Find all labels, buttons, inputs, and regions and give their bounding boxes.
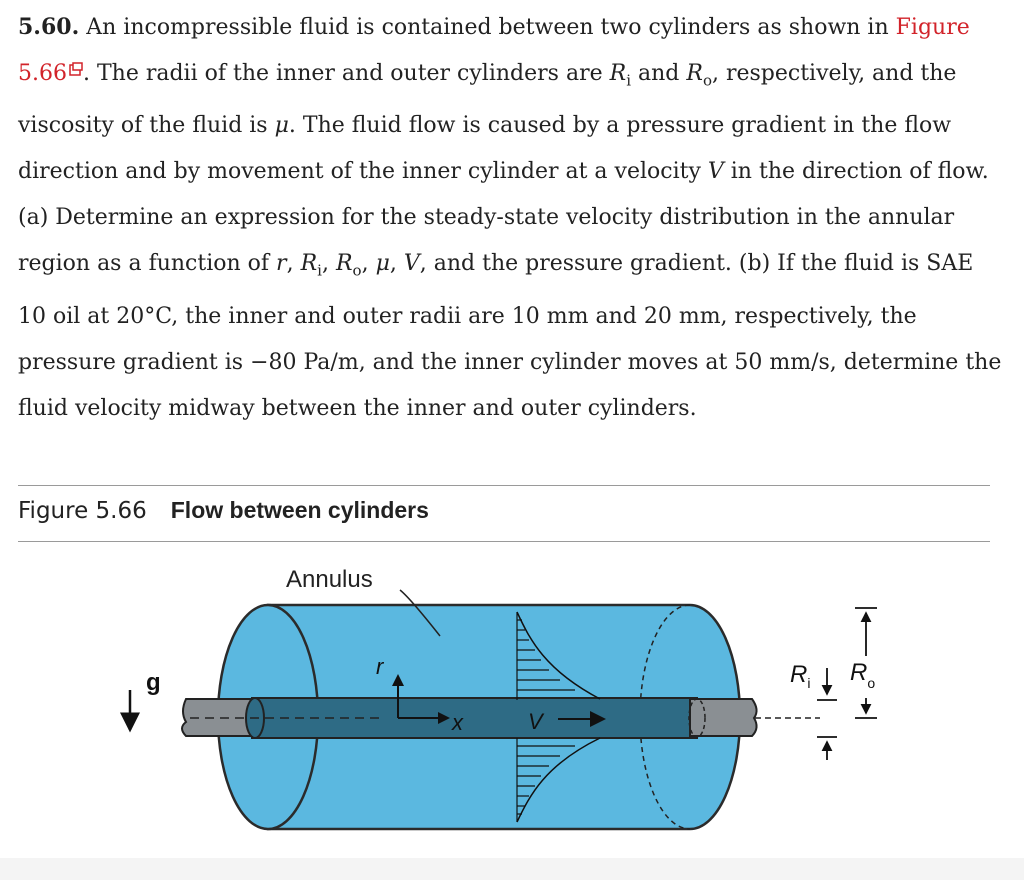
problem-text: , — [389, 251, 404, 277]
problem-text: , respectively, and the viscosity of the fluid is — [18, 61, 957, 139]
problem-text: , — [361, 251, 376, 277]
figure-title: Flow between cylinders — [170, 497, 429, 523]
problem-text: , — [286, 251, 301, 277]
problem-text: , — [321, 251, 336, 277]
symbol-Ri-2: $R_i$ — [300, 251, 322, 280]
figure-link[interactable]: Figure 5.66 — [18, 15, 970, 86]
gravity-label: g — [146, 669, 161, 696]
velocity-label: V — [528, 709, 543, 734]
rod-right — [690, 699, 757, 736]
problem-text: An incompressible fluid is contained between two cylinders as shown in — [79, 15, 896, 40]
Ro-label: $R_o$ — [850, 659, 876, 691]
problem-text: . The radii of the inner and outer cylinders are — [82, 61, 610, 86]
problem-number: 5.60. — [18, 14, 80, 40]
figure-caption — [18, 497, 429, 524]
problem-text: and — [631, 61, 687, 86]
problem-text: . The fluid flow is caused by a pressure gradient in the flow direction and by movement of the inner cylinder at a velocity — [18, 113, 952, 185]
symbol-V-2: V — [403, 251, 420, 277]
annulus-label: Annulus — [286, 566, 373, 593]
Ri-label: $R_i$ — [790, 661, 811, 691]
flow-between-cylinders-diagram — [0, 550, 1024, 850]
symbol-Ri: $R_i$ — [609, 61, 631, 90]
caption-rule-top — [18, 485, 990, 486]
problem-statement — [18, 4, 1008, 432]
symbol-Ro: $R_o$ — [686, 61, 712, 90]
problem-text: , and the pressure gradient. (b) If the fluid is SAE 10 oil at 20°C, the inner and outer radii are 10 mm and 20 mm, respectively, the pressure gradient is −80 Pa/m, and the inner cylinder moves at 50 mm/s, determine the fluid velocity midway between the inner and outer cylinders. — [18, 251, 1002, 421]
r-axis-label: r — [376, 654, 384, 679]
page-bottom-band — [0, 858, 1024, 880]
external-link-icon[interactable] — [69, 62, 83, 76]
symbol-V: V — [707, 159, 724, 185]
symbol-mu: μ — [274, 113, 289, 139]
symbol-r: r — [276, 251, 287, 277]
x-axis-label: x — [452, 710, 463, 735]
symbol-Ro-2: $R_o$ — [335, 251, 362, 280]
figure-label: Figure 5.66 — [18, 498, 147, 524]
problem-text: in the direction of flow. (a) Determine an expression for the steady-state velocity distribution in the annular region as a function of — [18, 159, 989, 277]
symbol-mu-2: μ — [375, 251, 390, 277]
caption-rule-bottom — [18, 541, 990, 542]
